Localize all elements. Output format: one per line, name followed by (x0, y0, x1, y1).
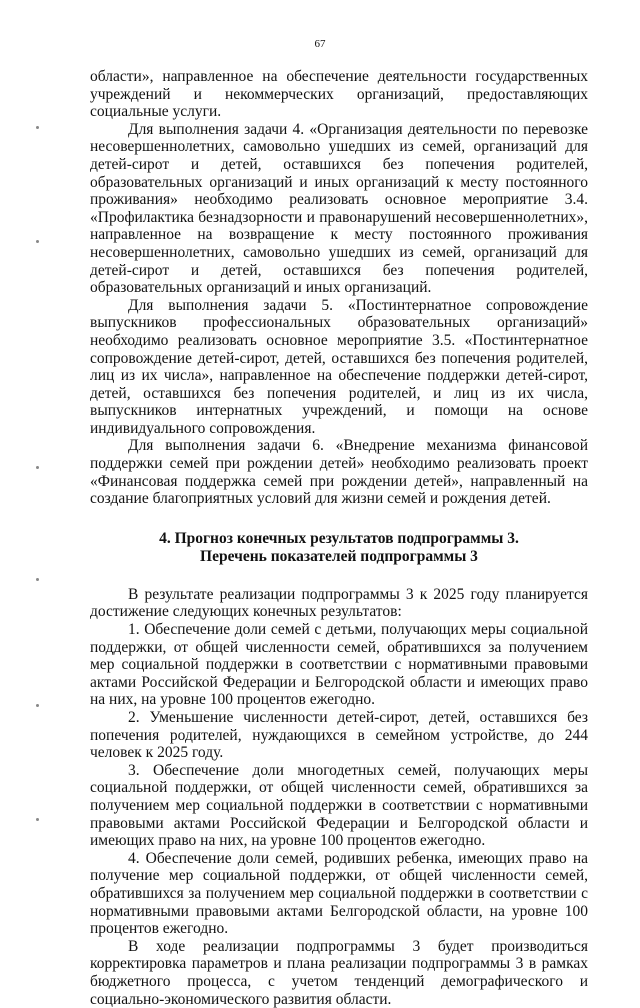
scan-mark (36, 466, 39, 469)
paragraph: Для выполнения задачи 6. «Внедрение механизма финансовой поддержки семей при рождении детей» необходимо реализовать проект «Финансовая поддержка семей при рождении детей», направленный на создание благоприятных условий для жизни семей и рождения детей. (90, 437, 588, 508)
paragraph: Для выполнения задачи 5. «Постинтернатное сопровождение выпускников профессиональных образовательных организаций» необходимо реализовать основное мероприятие 3.5. «Постинтернатное сопровождение детей-сирот, детей, оставшихся без попечения родителей, лиц из их числа», направленное на обеспечение поддержки детей-сирот, детей, оставшихся без попечения родителей, и лиц из их числа, выпускников интернатных учреждений, и помощи на основе индивидуального сопровождения. (90, 296, 588, 437)
scan-mark (36, 126, 39, 129)
list-item: 3. Обеспечение доли многодетных семей, получающих меры социальной поддержки, от общей численности семей, обратившихся за получением мер социальной поддержки в соответствии с нормативными правовыми актами Российской Федерации и Белгородской области и имеющих право на них, на уровне 100 процентов ежегодно. (90, 761, 588, 850)
list-item: 1. Обеспечение доли семей с детьми, получающих меры социальной поддержки, от общей численности семей, обратившихся за получением мер социальной поддержки в соответствии с нормативными правовыми актами Российской Федерации и Белгородской области и имеющих право на них, на уровне 100 процентов ежегодно. (90, 621, 588, 709)
scan-mark (36, 240, 39, 243)
paragraph: В результате реализации подпрограммы 3 к 2025 году планируется достижение следующих конечных результатов: (90, 585, 588, 621)
paragraph: Для выполнения задачи 4. «Организация деятельности по перевозке несовершеннолетних, самовольно ушедших из семей, организаций для детей-сирот и детей, оставшихся без попечения родителей, образовательных организаций и иных организаций к месту постоянного проживания» необходимо реализовать основное мероприятие 3.4. «Профилактика безнадзорности и правонарушений несовершеннолетних», направленное на возвращение к месту постоянного проживания несовершеннолетних, самовольно ушедших из семей, организаций для детей-сирот и детей, оставшихся без попечения родителей, образовательных организаций и иных организаций. (90, 120, 588, 297)
list-item: 4. Обеспечение доли семей, родивших ребенка, имеющих право на получение мер социальной поддержки, от общей численности семей, обратившихся за получением мер социальной поддержки в соответствии с нормативными правовыми актами Белгородской области, на уровне 100 процентов ежегодно. (90, 849, 588, 938)
document-body (90, 68, 588, 1008)
paragraph: В ходе реализации подпрограммы 3 будет производиться корректировка параметров и плана реализации подпрограммы 3 в рамках бюджетного процесса, с учетом тенденций демографического и социально-экономического развития области. (90, 937, 588, 1008)
section-heading (90, 530, 588, 566)
paragraph: области», направленное на обеспечение деятельности государственных учреждений и некоммерческих организаций, предоставляющих социальные услуги. (90, 68, 588, 121)
list-item: 2. Уменьшение численности детей-сирот, детей, оставшихся без попечения родителей, нуждающихся в семейном устройстве, до 244 человек к 2025 году. (90, 709, 588, 762)
section-subtitle: Перечень показателей подпрограммы 3 (200, 547, 478, 565)
scan-mark (36, 578, 39, 581)
scan-mark (36, 818, 39, 821)
section-title: 4. Прогноз конечных результатов подпрограммы 3. (159, 529, 519, 547)
scan-mark (36, 704, 39, 707)
page-number: 67 (314, 38, 326, 50)
